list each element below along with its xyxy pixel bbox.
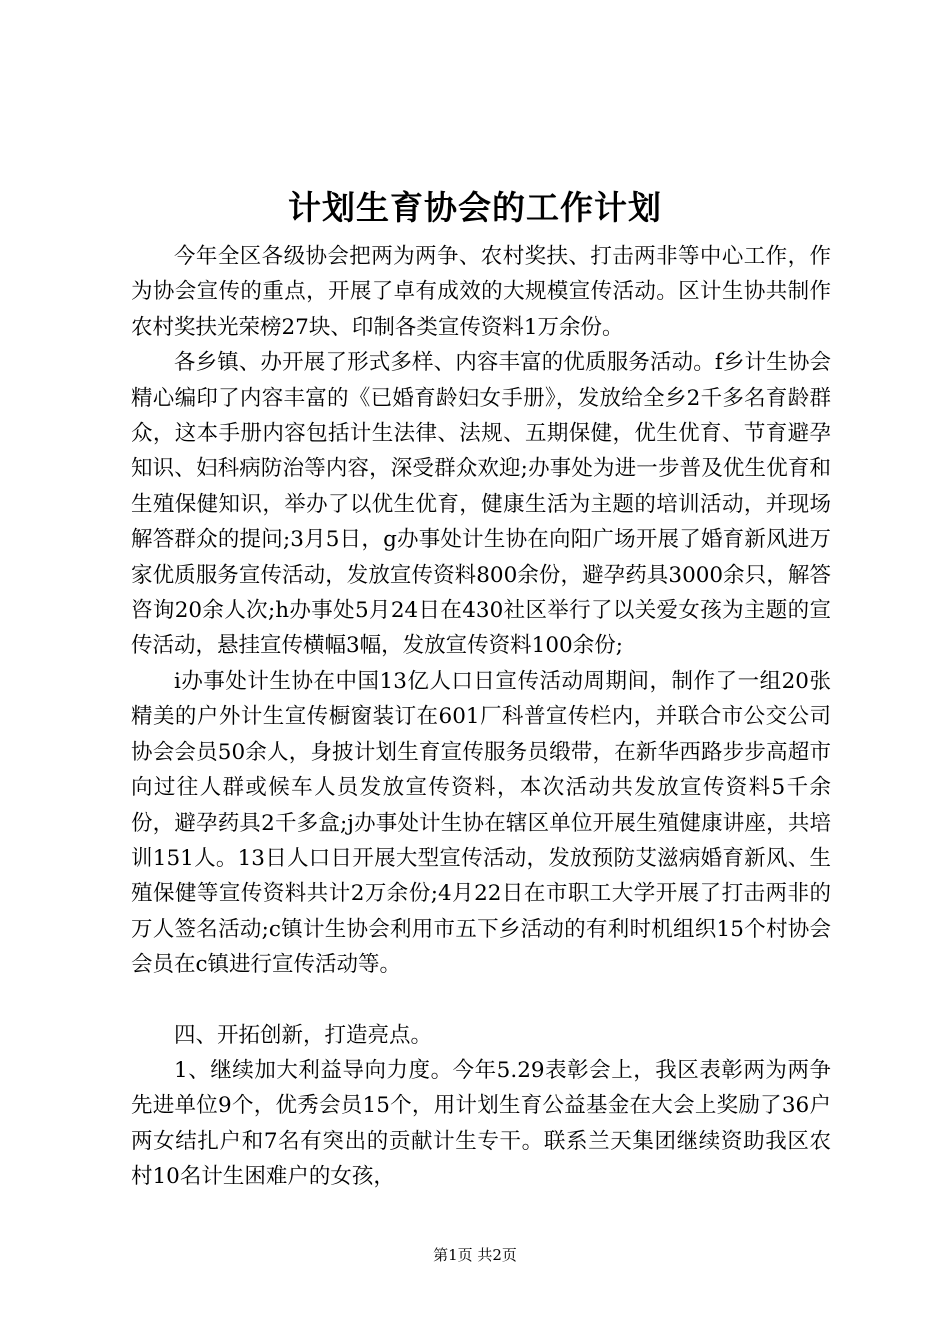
- paragraph-incentives: 1、继续加大利益导向力度。今年5.29表彰会上，我区表彰两为两争先进单位9个，优秀会员15个，用计划生育公益基金在大会上奖励了36户两女结扎户和7名有突出的贡献计生专干。联系兰天集团继续资助我区农村10名计生困难户的女孩，: [131, 1057, 831, 1190]
- page-footer: 第1页 共2页: [433, 1246, 517, 1264]
- paragraph-services: 各乡镇、办开展了形式多样、内容丰富的优质服务活动。f乡计生协会精心编印了内容丰富的《已婚育龄妇女手册》，发放给全乡2千多名育龄群众，这本手册内容包括计生法律、法规、五期保健，优生优育、节育避孕知识、妇科病防治等内容，深受群众欢迎;办事处为进一步普及优生优育和生殖保健知识，举办了以优生优育，健康生活为主题的培训活动，并现场解答群众的提问;3月5日，g办事处计生协在向阳广场开展了婚育新风进万家优质服务宣传活动，发放宣传资料800余份，避孕药具3000余只，解答咨询20余人次;h办事处5月24日在430社区举行了以关爱女孩为主题的宣传活动，悬挂宣传横幅3幅，发放宣传资料100余份;: [131, 350, 831, 659]
- document-title: 计划生育协会的工作计划: [288, 188, 662, 227]
- section-heading-innovation: 四、开拓创新，打造亮点。: [174, 1022, 433, 1048]
- document-body: [131, 239, 831, 1195]
- paragraph-publicity: 今年全区各级协会把两为两争、农村奖扶、打击两非等中心工作，作为协会宣传的重点，开展了卓有成效的大规模宣传活动。区计生协共制作农村奖扶光荣榜27块、印制各类宣传资料1万余份。: [131, 244, 831, 340]
- paragraph-population-day: i办事处计生协在中国13亿人口日宣传活动周期间，制作了一组20张精美的户外计生宣传橱窗装订在601厂科普宣传栏内，并联合市公交公司协会会员50余人，身披计划生育宣传服务员缎带，在新华西路步步高超市向过往人群或候车人员发放宣传资料，本次活动共发放宣传资料5千余份，避孕药具2千多盒;j办事处计生协在辖区单位开展生殖健康讲座，共培训151人。13日人口日开展大型宣传活动，发放预防艾滋病婚育新风、生殖保健等宣传资料共计2万余份;4月22日在市职工大学开展了打击两非的万人签名活动;c镇计生协会利用市五下乡活动的有利时机组织15个村协会会员在c镇进行宣传活动等。: [131, 668, 831, 978]
